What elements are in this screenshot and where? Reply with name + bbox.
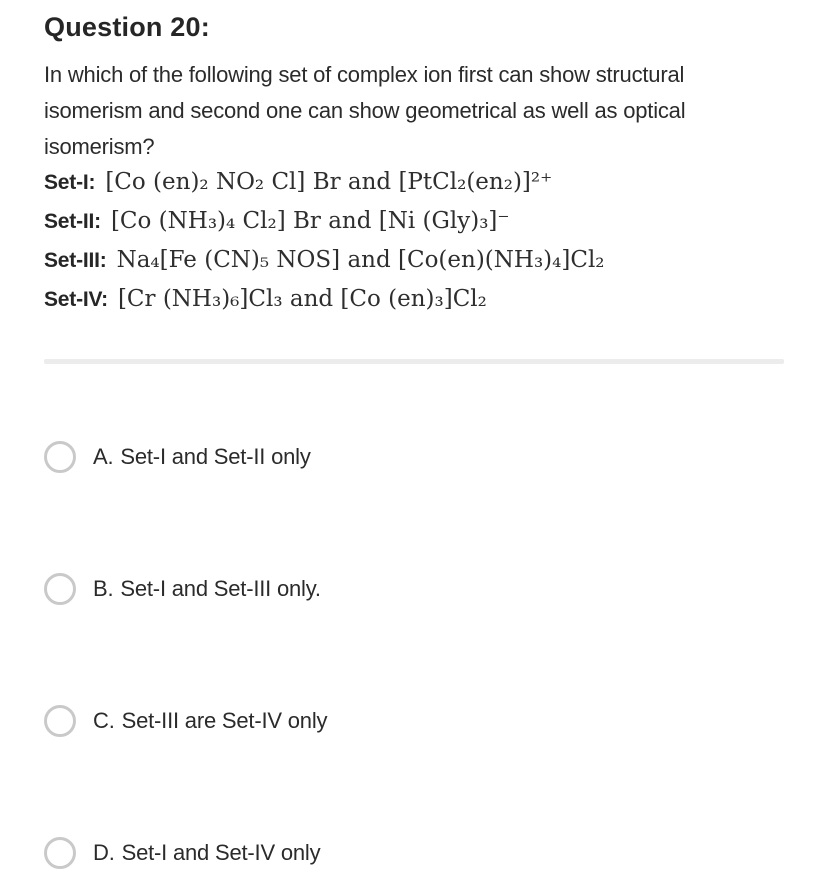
set-list — [44, 169, 828, 325]
radio-button-c[interactable] — [44, 705, 76, 737]
option-a[interactable] — [44, 441, 828, 473]
set-formula: Na₄[Fe (CN)₅ NOS] and [Co(en)(NH₃)₄]Cl₂ — [116, 247, 605, 273]
set-row-2 — [44, 208, 828, 247]
option-a-label — [93, 444, 311, 470]
option-d-label — [93, 840, 320, 866]
radio-button-b[interactable] — [44, 573, 76, 605]
section-divider — [44, 359, 784, 364]
set-formula: [Cr (NH₃)₆]Cl₃ and [Co (en)₃]Cl₂ — [117, 286, 487, 312]
question-line: In which of the following set of complex ion first can show structural — [44, 62, 685, 87]
option-a-text: Set-I and Set-II only — [120, 444, 311, 469]
set-row-4 — [44, 286, 828, 325]
option-d-text: Set-I and Set-IV only — [121, 840, 321, 865]
option-d[interactable] — [44, 837, 828, 869]
set-formula: [Co (NH₃)₄ Cl₂] Br and [Ni (Gly)₃]⁻ — [110, 208, 510, 234]
set-label: Set-IV: — [44, 288, 108, 311]
question-line: isomerism? — [44, 134, 155, 159]
radio-button-a[interactable] — [44, 441, 76, 473]
question-line: isomerism and second one can show geometrical as well as optical — [44, 98, 686, 123]
option-b-label — [93, 576, 321, 602]
set-row-3 — [44, 247, 828, 286]
option-b-text: Set-I and Set-III only. — [120, 576, 321, 601]
option-a-letter: A. — [93, 444, 114, 469]
set-label: Set-II: — [44, 210, 101, 233]
question-title: Question 20: — [44, 12, 210, 42]
option-c-letter: C. — [93, 708, 115, 733]
option-c-text: Set-III are Set-IV only — [121, 708, 328, 733]
option-c-label — [93, 708, 327, 734]
option-d-letter: D. — [93, 840, 115, 865]
set-label: Set-I: — [44, 171, 96, 194]
option-b-letter: B. — [93, 576, 114, 601]
set-label: Set-III: — [44, 249, 107, 272]
option-b[interactable] — [44, 573, 828, 605]
option-c[interactable] — [44, 705, 828, 737]
question-text — [44, 57, 828, 165]
set-formula: [Co (en)₂ NO₂ Cl] Br and [PtCl₂(en₂)]²⁺ — [105, 169, 553, 195]
answer-options — [44, 441, 828, 869]
radio-button-d[interactable] — [44, 837, 76, 869]
set-row-1 — [44, 169, 828, 208]
